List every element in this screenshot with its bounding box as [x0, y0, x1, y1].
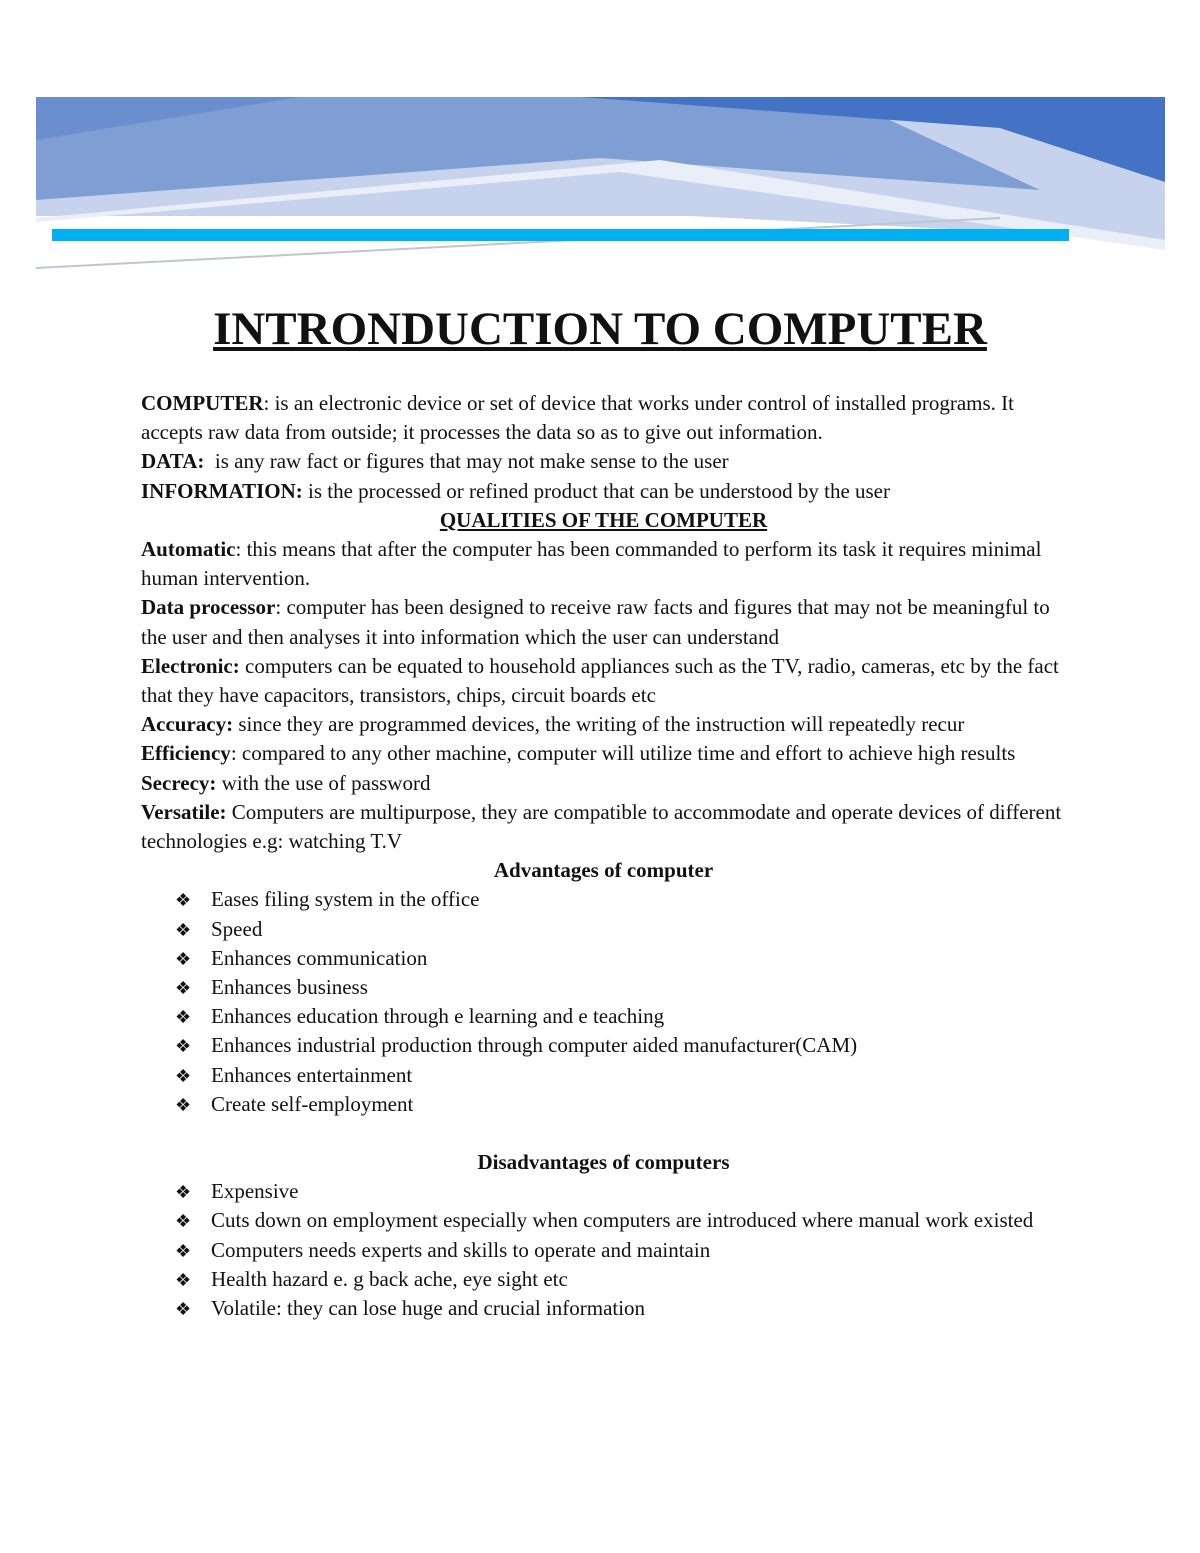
- page-title: INTRONDUCTION TO COMPUTER: [213, 303, 987, 355]
- quality-text: computers can be equated to household appliances such as the TV, radio, cameras, etc by the fact that they have capacitors, transistors, chips, circuit boards etc: [141, 653, 1065, 708]
- advantage-item: [141, 973, 1066, 1002]
- disadvantage-text: Computers needs experts and skills to operate and maintain: [211, 1237, 711, 1262]
- header-banner: [0, 0, 1200, 290]
- diamond-bullet-icon: ❖: [175, 1065, 192, 1086]
- quality-term: Electronic:: [141, 653, 240, 678]
- disadvantages-list: [141, 1177, 1066, 1323]
- document-body: [141, 389, 1066, 1323]
- disadvantage-item: [141, 1206, 1066, 1235]
- disadvantage-item: [141, 1294, 1066, 1323]
- quality-term: Automatic: [141, 537, 236, 562]
- quality-paragraph: [141, 710, 1066, 739]
- definition-term: COMPUTER: [141, 391, 264, 415]
- accent-bar: [52, 229, 1069, 241]
- quality-term: Versatile:: [141, 799, 227, 824]
- advantage-item: [141, 944, 1066, 973]
- definitions-section: [141, 389, 1066, 506]
- quality-text: with the use of password: [216, 770, 431, 795]
- advantage-text: Speed: [211, 916, 263, 941]
- qualities-section: [141, 535, 1066, 856]
- quality-paragraph: [141, 652, 1066, 710]
- quality-text: since they are programmed devices, the writing of the instruction will repeatedly recur: [233, 712, 965, 737]
- quality-term: Data processor: [141, 595, 276, 620]
- definition-text: is the processed or refined product that can be understood by the user: [302, 478, 890, 503]
- quality-text: computer has been designed to receive raw facts and figures that may not be meaningful to the user and then analyses it into information which the user can understand: [141, 595, 1055, 649]
- disadvantage-item: [141, 1236, 1066, 1265]
- diamond-bullet-icon: ❖: [175, 1007, 192, 1028]
- advantage-text: Create self-employment: [211, 1091, 414, 1116]
- advantage-text: Enhances entertainment: [211, 1062, 413, 1087]
- quality-text: Computers are multipurpose, they are compatible to accommodate and operate devices of different technologies e.g: watching T.V: [141, 799, 1067, 854]
- banner-thin-line: [36, 218, 1000, 268]
- disadvantage-item: [141, 1177, 1066, 1206]
- definition-paragraph: [141, 389, 1066, 447]
- quality-term: Accuracy:: [141, 712, 234, 737]
- diamond-bullet-icon: ❖: [175, 1269, 192, 1290]
- quality-paragraph: [141, 535, 1066, 593]
- advantage-item: [141, 1002, 1066, 1031]
- definition-text: is any raw fact or figures that may not make sense to the user: [204, 449, 729, 474]
- quality-separator: :: [275, 595, 282, 620]
- advantages-list: [141, 885, 1066, 1119]
- advantage-item: [141, 885, 1066, 914]
- section-spacer: [141, 1119, 1066, 1148]
- definition-text: is an electronic device or set of device that works under control of installed programs. It accepts raw data from outside; it processes the data so as to give out information.: [141, 391, 1020, 445]
- definition-paragraph: [141, 447, 1066, 476]
- diamond-bullet-icon: ❖: [175, 1182, 192, 1203]
- advantage-text: Enhances business: [211, 975, 368, 1000]
- diamond-bullet-icon: ❖: [175, 919, 192, 940]
- quality-separator: :: [235, 537, 242, 562]
- diamond-bullet-icon: ❖: [175, 1299, 192, 1320]
- quality-paragraph: [141, 739, 1066, 768]
- qualities-heading: QUALITIES OF THE COMPUTER: [439, 507, 768, 532]
- definition-term: INFORMATION:: [141, 478, 303, 503]
- disadvantage-item: [141, 1265, 1066, 1294]
- quality-paragraph: [141, 769, 1066, 798]
- diamond-bullet-icon: ❖: [175, 890, 192, 911]
- advantage-text: Enhances education through e learning and e teaching: [211, 1004, 665, 1029]
- diamond-bullet-icon: ❖: [175, 1036, 192, 1057]
- advantage-item: [141, 1061, 1066, 1090]
- quality-text: compared to any other machine, computer will utilize time and effort to achieve high results: [236, 741, 1016, 766]
- disadvantage-text: Expensive: [211, 1179, 299, 1204]
- disadvantage-text: Volatile: they can lose huge and crucial information: [211, 1296, 646, 1321]
- definition-separator: :: [263, 391, 270, 415]
- definition-paragraph: [141, 477, 1066, 506]
- advantage-text: Eases filing system in the office: [211, 887, 480, 912]
- quality-term: Efficiency: [141, 741, 231, 766]
- disadvantage-text: Cuts down on employment especially when computers are introduced where manual work existed: [211, 1208, 1034, 1233]
- advantage-item: [141, 1031, 1066, 1060]
- advantage-text: Enhances industrial production through computer aided manufacturer(CAM): [211, 1033, 858, 1058]
- disadvantage-text: Health hazard e. g back ache, eye sight etc: [211, 1266, 568, 1291]
- quality-term: Secrecy:: [141, 770, 217, 795]
- quality-paragraph: [141, 798, 1066, 856]
- advantage-text: Enhances communication: [211, 945, 428, 970]
- diamond-bullet-icon: ❖: [175, 978, 192, 999]
- disadvantages-heading: Disadvantages of computers: [477, 1150, 730, 1175]
- advantage-item: [141, 915, 1066, 944]
- quality-paragraph: [141, 593, 1066, 651]
- advantage-item: [141, 1090, 1066, 1119]
- diamond-bullet-icon: ❖: [175, 948, 192, 969]
- quality-separator: :: [230, 741, 237, 766]
- diamond-bullet-icon: ❖: [175, 1240, 192, 1261]
- advantages-heading: Advantages of computer: [493, 858, 714, 883]
- quality-text: this means that after the computer has been commanded to perform its task it requires minimal human intervention.: [141, 537, 1047, 591]
- diamond-bullet-icon: ❖: [175, 1094, 192, 1115]
- diamond-bullet-icon: ❖: [175, 1211, 192, 1232]
- definition-term: DATA:: [141, 449, 205, 474]
